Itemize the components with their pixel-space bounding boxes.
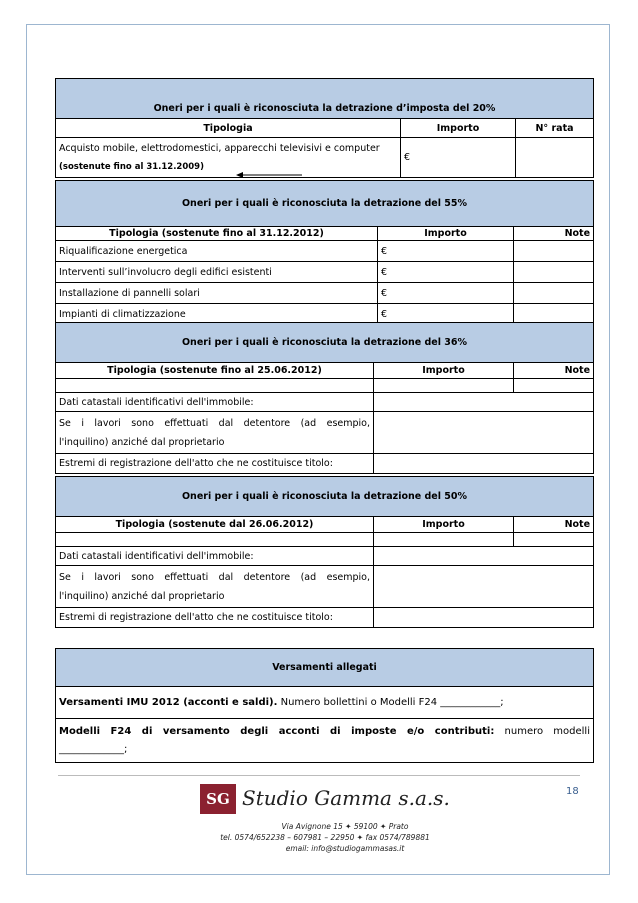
table-detrazione-55: [55, 180, 594, 325]
col-importo: Importo: [374, 363, 514, 379]
studio-gamma-logo: [200, 784, 450, 856]
value-cell[interactable]: [374, 547, 594, 566]
imu-label: Versamenti IMU 2012 (acconti e saldi).: [59, 697, 278, 708]
euro-sign: €: [404, 152, 411, 163]
row-modelli-f24: [56, 719, 594, 763]
value-cell[interactable]: [374, 454, 594, 474]
value-cell[interactable]: [374, 608, 594, 628]
col-note: Note: [514, 517, 594, 533]
table-detrazione-50: [55, 476, 594, 628]
logo-phones: tel. 0574/652238 – 607981 – 22950 ✦ fax 0574/789881: [220, 833, 430, 842]
row-detentore-line2: l'inquilino) anziché dal proprietario: [59, 590, 225, 602]
arrow-left-icon: [236, 170, 302, 180]
note-cell[interactable]: [514, 262, 594, 283]
note-cell[interactable]: [514, 241, 594, 262]
col-note: Note: [514, 227, 594, 241]
table-detrazione-36: [55, 322, 594, 474]
value-cell[interactable]: [374, 393, 594, 412]
row-detentore: [56, 412, 374, 454]
row-detentore-line1: Se i lavori sono effettuati dal detentore (ad esempio,: [59, 571, 370, 583]
col-tipologia: Tipologia: [56, 119, 401, 138]
col-importo: Importo: [378, 227, 514, 241]
table-versamenti: [55, 648, 594, 763]
importo-cell[interactable]: [374, 533, 514, 547]
section-title-versamenti: Versamenti allegati: [56, 649, 594, 687]
col-tipologia: Tipologia (sostenute fino al 31.12.2012): [56, 227, 378, 241]
f24-detail: numero modelli: [494, 725, 590, 737]
footer-divider: [58, 775, 580, 776]
row-detentore-line2: l'inquilino) anziché dal proprietario: [59, 436, 225, 448]
row-dati-catastali: Dati catastali identificativi dell'immobile:: [56, 393, 374, 412]
f24-line2: _____________;: [59, 743, 128, 755]
importo-cell[interactable]: [378, 283, 514, 304]
f24-label: Modelli F24 di versamento degli acconti di imposte e/o contributi:: [59, 725, 495, 737]
col-importo: Importo: [374, 517, 514, 533]
table-detrazione-20: [55, 78, 594, 178]
importo-cell[interactable]: [401, 138, 516, 178]
importo-cell[interactable]: [378, 241, 514, 262]
logo-address: Via Avignone 15 ✦ 59100 ✦ Prato: [281, 822, 409, 831]
blank-cell[interactable]: [56, 533, 374, 547]
importo-cell[interactable]: [378, 262, 514, 283]
row-riqualificazione: Riqualificazione energetica: [56, 241, 378, 262]
row-detentore: [56, 566, 374, 608]
euro-sign: €: [381, 245, 388, 257]
col-tipologia: Tipologia (sostenute fino al 25.06.2012): [56, 363, 374, 379]
logo-initials: SG: [200, 784, 236, 814]
section-title-20: Oneri per i quali è riconosciuta la detrazione d’imposta del 20%: [56, 79, 594, 119]
section-title-50: Oneri per i quali è riconosciuta la detrazione del 50%: [56, 477, 594, 517]
row-pannelli-solari: Installazione di pannelli solari: [56, 283, 378, 304]
row-note: (sostenute fino al 31.12.2009): [59, 162, 204, 172]
col-tipologia: Tipologia (sostenute dal 26.06.2012): [56, 517, 374, 533]
row-acquisto-mobili: [56, 138, 401, 178]
col-rata: N° rata: [516, 119, 594, 138]
logo-email: email: info@studiogammasas.it: [285, 844, 405, 853]
note-cell[interactable]: [514, 379, 594, 393]
row-estremi-registrazione: Estremi di registrazione dell'atto che ne costituisce titolo:: [56, 608, 374, 628]
page-number: 18: [566, 786, 579, 797]
col-note: Note: [514, 363, 594, 379]
row-climatizzazione: Impianti di climatizzazione: [56, 304, 378, 325]
col-importo: Importo: [401, 119, 516, 138]
note-cell[interactable]: [514, 283, 594, 304]
section-title-55: Oneri per i quali è riconosciuta la detrazione del 55%: [56, 181, 594, 227]
euro-sign: €: [381, 287, 388, 299]
note-cell[interactable]: [514, 533, 594, 547]
importo-cell[interactable]: [374, 379, 514, 393]
imu-detail: Numero bollettini o Modelli F24 ____________;: [277, 697, 504, 708]
euro-sign: €: [381, 308, 388, 320]
row-versamenti-imu: [56, 687, 594, 719]
euro-sign: €: [381, 266, 388, 278]
row-involucro: Interventi sull’involucro degli edifici esistenti: [56, 262, 378, 283]
row-dati-catastali: Dati catastali identificativi dell'immobile:: [56, 547, 374, 566]
value-cell[interactable]: [374, 412, 594, 454]
row-detentore-line1: Se i lavori sono effettuati dal detentore (ad esempio,: [59, 417, 370, 429]
rata-cell[interactable]: [516, 138, 594, 178]
logo-name: Studio Gamma s.a.s.: [242, 786, 450, 810]
section-title-36: Oneri per i quali è riconosciuta la detrazione del 36%: [56, 323, 594, 363]
f24-line1: [59, 723, 590, 741]
value-cell[interactable]: [374, 566, 594, 608]
blank-cell[interactable]: [56, 379, 374, 393]
row-text: Acquisto mobile, elettrodomestici, apparecchi televisivi e computer: [59, 143, 380, 154]
row-estremi-registrazione: Estremi di registrazione dell'atto che ne costituisce titolo:: [56, 454, 374, 474]
